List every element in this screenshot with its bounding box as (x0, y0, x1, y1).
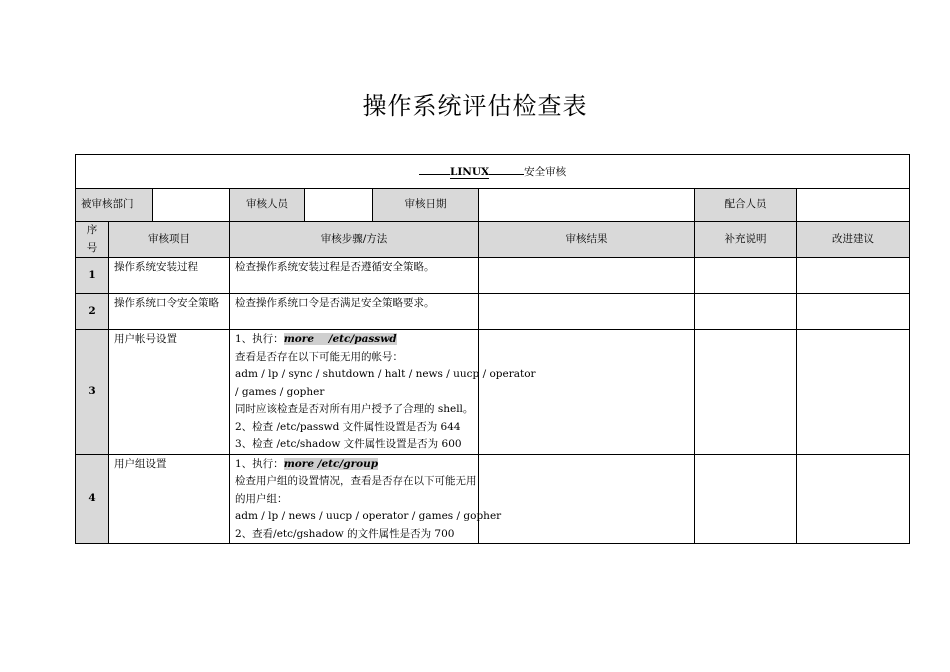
row-result-cell[interactable] (479, 294, 695, 330)
column-header-item: 审核项目 (109, 222, 230, 258)
step-line: 3、检查 /etc/shadow 文件属性设置是否为 600 (235, 438, 462, 450)
step-line (235, 331, 473, 349)
row-number: 1 (76, 258, 109, 294)
command-text: more /etc/passwd (283, 333, 397, 345)
cooperator-label: 配合人员 (695, 189, 797, 222)
step-line: 检查操作系统口令是否满足安全策略要求。 (235, 297, 435, 309)
column-header-steps: 审核步骤/方法 (230, 222, 479, 258)
step-line: / games / gopher (235, 385, 325, 398)
row-suggestion-cell[interactable] (797, 454, 910, 544)
row-item: 用户组设置 (109, 454, 230, 544)
table-row (76, 294, 910, 330)
row-suggestion-cell[interactable] (797, 258, 910, 294)
row-steps (230, 454, 502, 544)
audited-dept-value-cell[interactable] (153, 189, 230, 222)
audit-checklist-table (75, 154, 910, 544)
step-line: 查看是否存在以下可能无用的帐号： (235, 350, 403, 363)
auditor-label: 审核人员 (230, 189, 305, 222)
row-suggestion-cell[interactable] (797, 330, 910, 455)
row-number: 3 (76, 330, 109, 455)
table-row (76, 258, 910, 294)
column-header-result: 审核结果 (479, 222, 695, 258)
row-item: 操作系统口令安全策略 (109, 294, 230, 330)
row-item: 用户帐号设置 (109, 330, 230, 455)
row-steps (230, 330, 536, 455)
step-line: 检查操作系统安装过程是否遵循安全策略。 (235, 261, 435, 273)
column-header-notes: 补充说明 (695, 222, 797, 258)
os-name: LINUX (449, 165, 490, 178)
step-line: adm / lp / sync / shutdown / halt / news / uucp / operator (235, 368, 536, 380)
step-line (235, 456, 473, 474)
audited-dept-label: 被审核部门 (76, 189, 153, 222)
step-prefix: 1、执行： (235, 333, 284, 345)
step-line: 的用户组： (235, 492, 288, 505)
row-notes-cell[interactable] (695, 258, 797, 294)
row-result-cell[interactable] (479, 258, 695, 294)
column-header-seq: 序号 (76, 222, 109, 258)
audit-date-label: 审核日期 (373, 189, 479, 222)
step-line: 2、查看/etc/gshadow 的文件属性是否为 700 (235, 527, 455, 540)
table-row (76, 454, 910, 544)
row-notes-cell[interactable] (695, 330, 797, 455)
step-line: 检查用户组的设置情况，查看是否存在以下可能无用 (235, 475, 477, 487)
row-result-cell[interactable] (479, 454, 695, 544)
table-header-cell (76, 155, 910, 189)
table-header-row (76, 155, 910, 189)
info-row (76, 189, 910, 222)
row-number: 4 (76, 454, 109, 544)
step-line: 同时应该检查是否对所有用户授予了合理的 shell。 (235, 403, 474, 415)
auditor-value-cell[interactable] (305, 189, 373, 222)
row-number: 2 (76, 294, 109, 330)
cooperator-value-cell[interactable] (797, 189, 910, 222)
step-line: adm / lp / news / uucp / operator / games / gopher (235, 510, 502, 522)
row-steps (230, 258, 479, 294)
column-header-suggestion: 改进建议 (797, 222, 910, 258)
audit-date-value-cell[interactable] (479, 189, 695, 222)
command-text: more /etc/group (283, 457, 379, 470)
row-steps (230, 294, 479, 330)
step-prefix: 1、执行： (235, 457, 284, 470)
row-notes-cell[interactable] (695, 294, 797, 330)
row-notes-cell[interactable] (695, 454, 797, 544)
audit-label: 安全审核 (524, 165, 567, 178)
row-item: 操作系统安装过程 (109, 258, 230, 294)
page-title: 操作系统评估检查表 (362, 92, 588, 120)
table-row (76, 330, 910, 455)
row-result-cell[interactable] (479, 330, 695, 455)
column-header-row (76, 222, 910, 258)
step-line: 2、检查 /etc/passwd 文件属性设置是否为 644 (235, 420, 461, 433)
row-suggestion-cell[interactable] (797, 294, 910, 330)
